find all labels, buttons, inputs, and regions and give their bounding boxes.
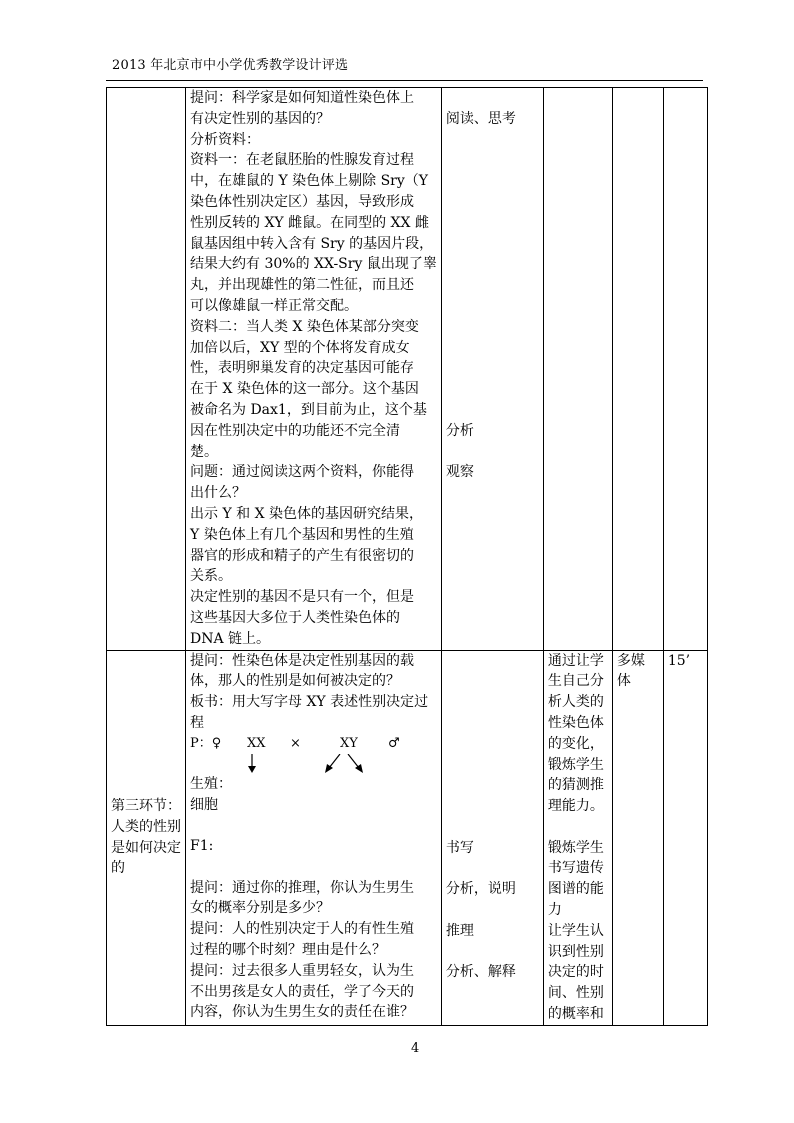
text-line [548, 817, 608, 838]
text-line: 结果大约有 30%的 XX-Sry 鼠出现了睾 [190, 256, 437, 273]
male-symbol: ♂ [388, 735, 400, 751]
text-line: 的变化， [547, 735, 604, 752]
media-cell-empty [612, 88, 663, 651]
text-line: 识到性别 [547, 943, 604, 960]
text-line: 资料一：在老鼠胚胎的性腺发育过程 [190, 152, 414, 169]
text-line: 出示 Y 和 X 染色体的基因研究结果， [190, 505, 424, 522]
media-cell [612, 650, 663, 1025]
teacher-activity-cell [186, 650, 442, 1025]
text-line: 关系。 [190, 568, 232, 585]
student-activity-analyze: 分析 [445, 422, 474, 439]
text-line: 因在性别决定中的功能还不完全清 [190, 422, 400, 439]
text-line: 女的概率分别是多少？ [190, 900, 330, 917]
table-row [107, 88, 708, 651]
text-line: 提问：人的性别决定于人的有性生殖 [190, 921, 414, 938]
text-line: 板书：用大写字母 XY 表述性别决定过 [190, 694, 429, 711]
text-line: 生自己分 [547, 673, 604, 690]
male-genotype: XY [340, 735, 358, 751]
text-line: 分析资料： [190, 131, 260, 148]
gamete-arrows [190, 754, 390, 774]
text-line: 出什么？ [190, 485, 246, 502]
text-line: 决定性别的基因不是只有一个，但是 [190, 589, 414, 606]
teacher-activity-text [190, 651, 437, 734]
parent-label: P：♀ [190, 735, 222, 751]
teacher-activity-text [190, 88, 437, 650]
text-line: 的概率和 [547, 1006, 604, 1023]
text-line: 性别反转的 XY 雌鼠。在同型的 XX 雌 [190, 214, 429, 231]
gamete-label [190, 774, 437, 816]
media-text [617, 651, 659, 693]
header-rule [106, 80, 703, 81]
text-line: 人类的性别 [111, 818, 181, 835]
time-cell-empty [663, 88, 707, 651]
text-line: 体 [616, 673, 631, 690]
student-activity-cell [441, 650, 543, 1025]
text-line: 细胞 [190, 796, 218, 813]
document-header: 2013 年北京市中小学优秀教学设计评选 [112, 58, 349, 73]
text-line: 体，那人的性别是如何被决定的？ [190, 673, 400, 690]
time-allotted: 15’ [667, 652, 691, 669]
text-line: 锻炼学生 [547, 756, 604, 773]
text-line: 提问：性染色体是决定性别基因的载 [190, 652, 414, 669]
text-line: Y 染色体上有几个基因和男性的生殖 [190, 526, 414, 543]
student-activity-infer: 推理 [445, 922, 474, 939]
text-line: 在于 X 染色体的这一部分。这个基因 [190, 381, 419, 398]
design-intent-text [548, 651, 608, 1025]
text-line: 器官的形成和精子的产生有很密切的 [190, 547, 414, 564]
table-row [107, 650, 708, 1025]
stage-cell-empty [107, 88, 186, 651]
student-activity-observe: 观察 [445, 464, 474, 481]
student-activity-analyze-explain: 分析，说明 [445, 881, 516, 898]
arrow-male-right [348, 754, 359, 768]
text-line: 的 [111, 860, 125, 877]
lesson-plan-table [106, 87, 708, 1026]
arrowhead-female [248, 766, 256, 773]
text-line: 通过让学 [547, 652, 604, 669]
text-line: 书写遗传 [547, 860, 604, 877]
text-line: 过程的哪个时刻？理由是什么？ [190, 942, 386, 959]
time-cell [663, 650, 707, 1025]
text-line: 是如何决定 [111, 839, 181, 856]
arrow-male-left [329, 754, 340, 768]
design-intent-cell [543, 650, 612, 1025]
f1-label: F1: [190, 838, 214, 855]
text-line: 性染色体 [547, 714, 604, 731]
text-line: 可以像雄鼠一样正常交配。 [190, 297, 358, 314]
text-line: 提问：通过你的推理，你认为生男生 [190, 879, 414, 896]
text-line: 程 [190, 714, 204, 731]
student-activity-read: 阅读、思考 [445, 110, 516, 127]
text-line: 染色体性别决定区）基因，导致形成 [190, 193, 414, 210]
text-line: 图谱的能 [547, 881, 604, 898]
text-line: 问题：通过阅读这两个资料，你能得 [190, 464, 414, 481]
text-line: 力 [547, 902, 562, 919]
cross-symbol: × [290, 735, 301, 751]
student-activity-cell [441, 88, 543, 651]
female-genotype: XX [247, 735, 266, 751]
student-activity-analyze-interpret: 分析、解释 [445, 964, 516, 981]
sex-determination-diagram [190, 734, 437, 774]
text-line: 的猜测推 [547, 777, 604, 794]
design-intent-cell-empty [543, 88, 612, 651]
text-line: 内容，你认为生男生女的责任在谁？ [190, 1004, 414, 1021]
text-line: 间、性别 [547, 985, 604, 1002]
text-line: 加倍以后，XY 型的个体将发育成女 [190, 339, 410, 356]
page-number: 4 [411, 1041, 420, 1056]
teacher-activity-cell [186, 88, 442, 651]
text-line: 鼠基因组中转入含有 Sry 的基因片段， [190, 235, 434, 252]
text-line: 析人类的 [547, 694, 604, 711]
teacher-questions [190, 878, 437, 1024]
text-line: 有决定性别的基因的？ [190, 110, 330, 127]
stage-label [111, 796, 181, 879]
text-line: 让学生认 [547, 922, 604, 939]
stage-cell [107, 650, 186, 1025]
text-line: 不出男孩是女人的责任，学了今天的 [190, 983, 414, 1000]
text-line: 提问：科学家是如何知道性染色体上 [190, 90, 414, 106]
student-activity-write: 书写 [445, 839, 474, 856]
text-line: 楚。 [190, 443, 218, 460]
text-line: 提问：过去很多人重男轻女，认为生 [190, 962, 414, 979]
text-line: 理能力。 [547, 798, 604, 815]
text-line: 性，表明卵巢发育的决定基因可能存 [190, 360, 414, 377]
text-line: 这些基因大多位于人类性染色体的 [190, 609, 400, 626]
text-line: 被命名为 Dax1，到目前为止，这个基 [190, 401, 427, 418]
text-line: 生殖： [190, 775, 232, 792]
text-line: 锻炼学生 [547, 839, 604, 856]
text-line: DNA 链上。 [190, 630, 271, 647]
text-line: 第三环节： [111, 798, 181, 815]
text-line: 决定的时 [547, 964, 604, 981]
text-line: 多媒 [616, 652, 645, 669]
text-line: 丸，并出现雄性的第二性征，而且还 [190, 277, 414, 294]
text-line: 中，在雄鼠的 Y 染色体上剔除 Sry（Y [190, 173, 429, 190]
text-line: 资料二：当人类 X 染色体某部分突变 [190, 318, 419, 335]
